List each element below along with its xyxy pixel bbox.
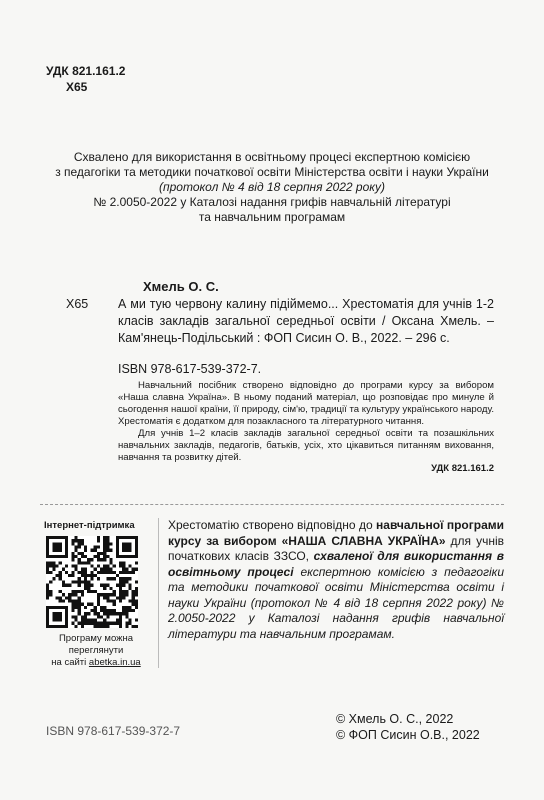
support-note	[40, 633, 152, 669]
isbn-bottom: ISBN 978-617-539-372-7	[46, 724, 181, 738]
udk-code: УДК 821.161.2	[46, 64, 126, 78]
catalog-author: Хмель О. С.	[143, 279, 219, 294]
support-note-line-2: переглянути	[68, 645, 124, 656]
info-text-2: для учнів початкових класів ЗЗСО,	[168, 533, 504, 563]
qr-code-icon	[46, 536, 138, 628]
approval-line-1: Схвалено для використання в освітньому процесі експертною комісією	[73, 150, 471, 164]
qr-code[interactable]	[46, 536, 138, 628]
approval-line-3: (протокол № 4 від 18 серпня 2022 року)	[159, 180, 385, 194]
udk-header	[46, 63, 125, 95]
catalog-udk: УДК 821.161.2	[431, 463, 494, 474]
annotation-paragraph-2: Для учнів 1–2 класів закладів загальної середньої освіти та позашкільних навчальних закладів, педагогів, батьків, усіх, хто цікавиться питанням виховання, навчання та розвитку дітей.	[118, 428, 494, 463]
author-code: Х65	[66, 80, 88, 94]
copyright-publisher: © ФОП Сисин О.В., 2022	[336, 728, 480, 742]
support-note-prefix: на сайті	[51, 657, 89, 668]
catalog-description: А ми тую червону калину підіймемо... Хрестоматія для учнів 1-2 класів закладів загальної середньої освіти / Оксана Хмель. – Кам'янець-Подільський : ФОП Сисин О. В., 2022. – 296 с.	[118, 297, 494, 345]
info-program-name: навчальної програми курсу за вибором «НАША СЛАВНА УКРАЇНА»	[168, 518, 504, 548]
approval-line-2: з педагогіки та методики початкової освіти Міністерства освіти і науки України	[55, 165, 489, 179]
copyright-block	[336, 711, 480, 743]
approval-block	[40, 150, 504, 225]
info-text-1: Хрестоматію створено відповідно до	[168, 518, 377, 532]
approval-line-4: № 2.0050-2022 у Каталозі надання грифів навчальній літературі	[93, 195, 451, 209]
approval-line-5: та навчальним програмам	[198, 210, 346, 224]
support-site-link[interactable]: abetka.in.ua	[88, 657, 141, 668]
catalog-code: Х65	[66, 297, 89, 311]
section-divider	[40, 504, 504, 505]
catalog-isbn: ISBN 978-617-539-372-7.	[118, 362, 262, 376]
support-note-line-3	[40, 657, 152, 669]
vertical-divider	[158, 518, 159, 668]
copyright-author: © Хмель О. С., 2022	[336, 712, 454, 726]
info-protocol: експертною комісією з педагогіки та методики початкової освіти Міністерства освіти і науки України (протокол № 4 від 18 серпня 2022 року) № 2.0050-2022 у Каталозі надання грифів навчальної літератури та навчальним програмам.	[168, 564, 504, 641]
annotation	[118, 380, 494, 464]
info-approved: схваленої для використання в освітньому процесі	[168, 549, 504, 579]
support-note-line-1: Програму можна	[58, 633, 134, 644]
annotation-paragraph-1: Навчальний посібник створено відповідно до програми курсу за вибором «Наша славна Україна». В ньому поданий матеріал, що розповідає про минуле й сьогодення нашої країни, її природу, сім'ю, традиції та культуру українського народу. Хрестоматія є додатком для позакласного та літературного читання.	[118, 380, 494, 427]
program-info	[168, 518, 504, 642]
support-title: Інтернет-підтримка	[44, 520, 135, 531]
